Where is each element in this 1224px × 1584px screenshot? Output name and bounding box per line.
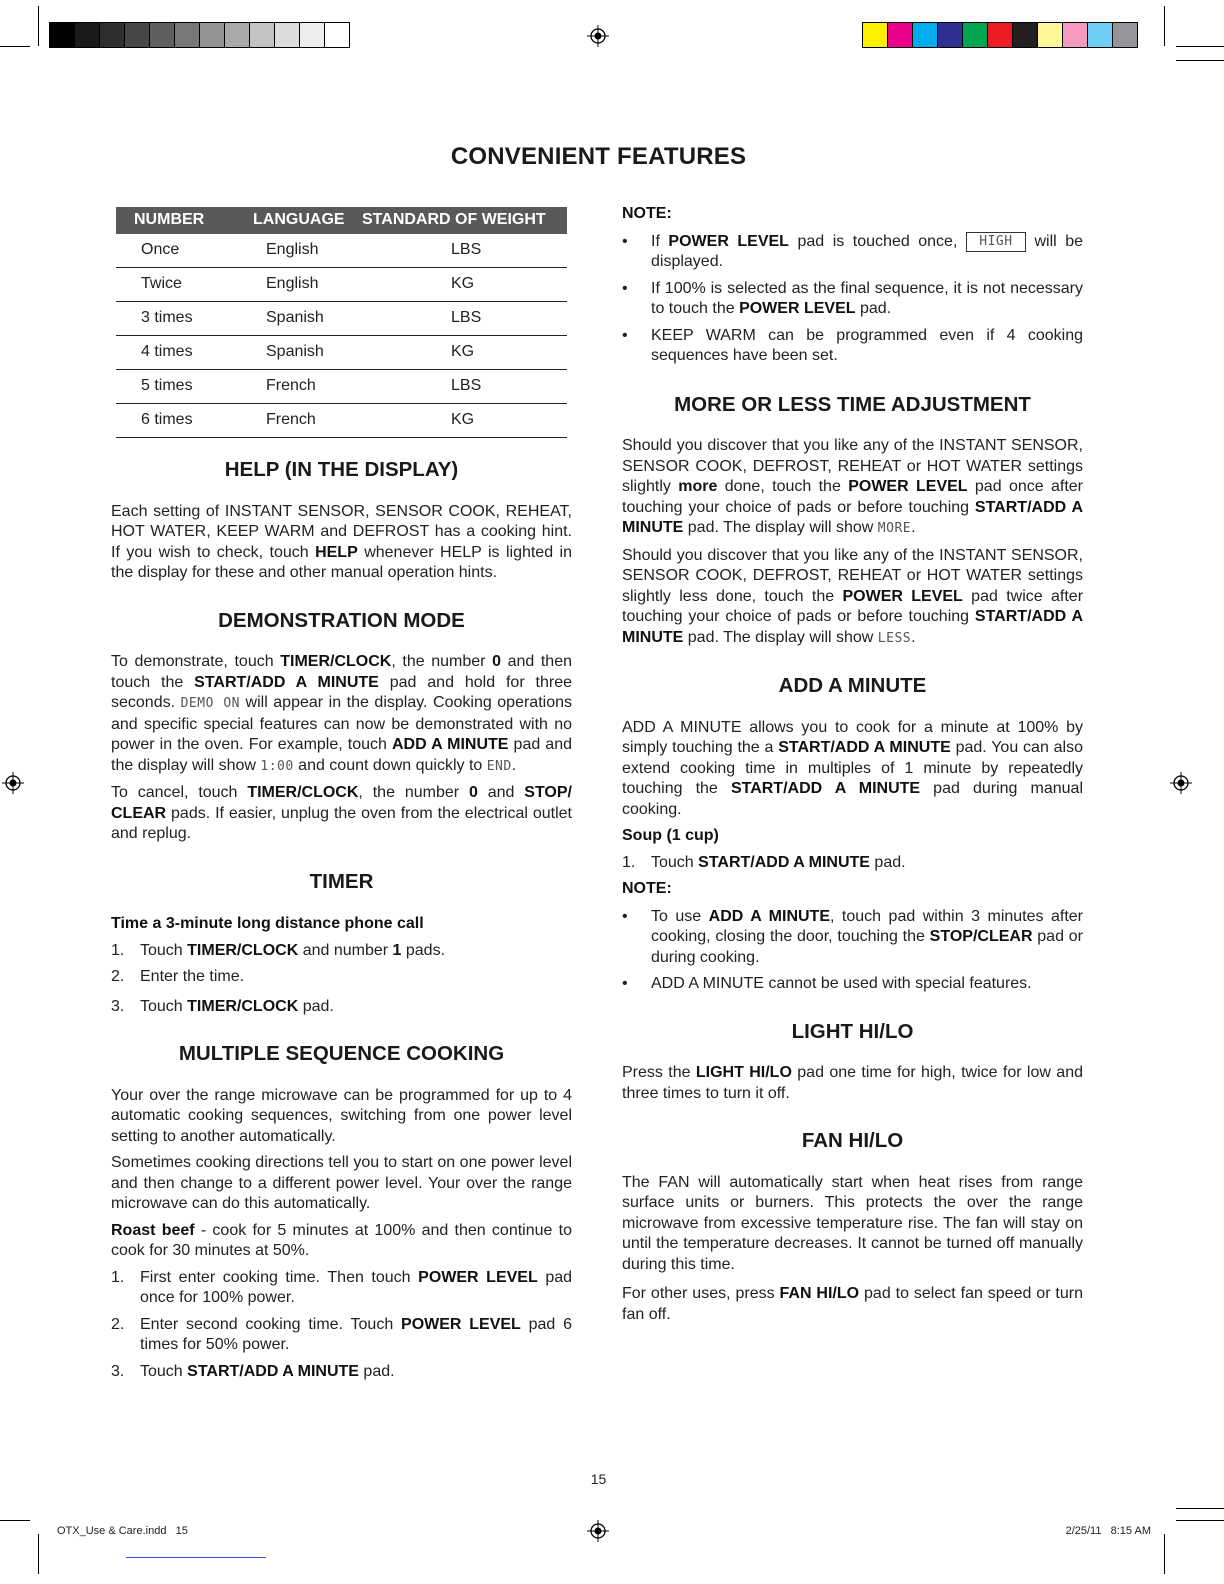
demonstration-cancel-paragraph: To cancel, touch TIMER/CLOCK, the number 0 and STOP/ CLEAR pads. If easier, unplug the oven from the electrical outlet and replug. (111, 784, 572, 842)
soup-subheading: Soup (1 cup) (622, 827, 719, 845)
list-item: 3. Touch TIMER/CLOCK pad. (111, 997, 334, 1015)
table-cell: KG (358, 336, 567, 370)
table-header-weight: STANDARD OF WEIGHT (358, 207, 567, 234)
crop-mark (1164, 6, 1165, 46)
table-cell: 5 times (116, 370, 241, 404)
left-column (111, 207, 572, 1382)
crop-mark (1164, 1534, 1165, 1574)
table-cell: Once (116, 234, 241, 268)
registration-mark-icon (2, 772, 24, 794)
registration-mark-icon (587, 1520, 609, 1542)
light-heading: LIGHT HI/LO (791, 1019, 914, 1043)
table-cell: Spanish (241, 302, 358, 336)
list-item: • ADD A MINUTE cannot be used with special features. (622, 975, 1032, 993)
crop-mark (38, 6, 39, 46)
language-weight-table (116, 207, 567, 438)
table-cell: English (241, 234, 358, 268)
table-cell: English (241, 268, 358, 302)
list-item: 1. First enter cooking time. Then touch POWER LEVEL pad once for 100% power. (111, 1268, 573, 1306)
slug-file-name: OTX_Use & Care.indd 15 (57, 1525, 188, 1537)
add-minute-note-list (622, 907, 1083, 995)
table-row (116, 404, 567, 438)
list-item: 2. Enter second cooking time. Touch POWER LEVEL pad 6 times for 50% power. (111, 1315, 573, 1353)
less-paragraph: Should you discover that you like any of the INSTANT SENSOR, SENSOR COOK, DEFROST, REHEAT or HOT WATER settings slightly less done, touch the POWER LEVEL pad twice after touching your choice of pads or before touching START/ADD A MINUTE pad. The display will show LESS. (622, 546, 1084, 646)
page-number: 15 (590, 1471, 607, 1487)
light-paragraph: Press the LIGHT HI/LO pad one time for high, twice for low and three times to turn it off. (622, 1064, 1083, 1102)
display-readout: DEMO ON (180, 696, 240, 711)
table-cell: Twice (116, 268, 241, 302)
fan-paragraph: The FAN will automatically start when heat rises from range surface units or burners. This protects the over the range microwave from excessive temperature rise. The fan will stay on until the temperature decreases. It cannot be turned off manually during this time. (622, 1173, 1083, 1273)
color-swatch (50, 23, 75, 47)
display-readout: LESS (877, 630, 912, 646)
color-swatch (175, 23, 200, 47)
color-swatch (863, 23, 888, 47)
multiple-sequence-paragraph: Sometimes cooking directions tell you to start on one power level and then change to a different power level. Your over the range microwave can do this automatically. (111, 1154, 572, 1212)
list-item: • KEEP WARM can be programmed even if 4 cooking sequences have been set. (622, 326, 1083, 365)
process-color-bar (862, 22, 1138, 48)
color-swatch (1088, 23, 1113, 47)
multiple-sequence-steps (111, 1268, 572, 1383)
table-header-language: LANGUAGE (241, 207, 358, 234)
slug-timestamp: 2/25/11 8:15 AM (1065, 1525, 1151, 1537)
note-list (622, 232, 1083, 367)
table-cell: 6 times (116, 404, 241, 438)
color-swatch (200, 23, 225, 47)
table-row (116, 302, 567, 336)
list-item: 1. Touch TIMER/CLOCK and number 1 pads. (111, 941, 446, 959)
table-row (116, 234, 567, 268)
color-swatch (913, 23, 938, 47)
multiple-sequence-paragraph: Your over the range microwave can be programmed for up to 4 automatic cooking sequences, switching from one power level setting to another automatically. (111, 1086, 572, 1145)
note-label: NOTE: (622, 880, 672, 898)
note-label: NOTE: (622, 205, 672, 222)
crop-mark (0, 46, 30, 47)
table-cell: Spanish (241, 336, 358, 370)
timer-heading: TIMER (309, 869, 374, 893)
table-cell: KG (358, 268, 567, 302)
help-paragraph: Each setting of INSTANT SENSOR, SENSOR COOK, REHEAT, HOT WATER, KEEP WARM and DEFROST has a cooking hint. If you wish to check, touch HELP whenever HELP is lighted in the display for these and other manual operation hints. (111, 502, 573, 581)
registration-mark-icon (587, 25, 609, 47)
color-swatch (275, 23, 300, 47)
table-header-number: NUMBER (116, 207, 241, 234)
demonstration-paragraph: To demonstrate, touch TIMER/CLOCK, the number 0 and then touch the START/ADD A MINUTE pad and hold for three seconds. DEMO ON will appear in the display. Cooking operations and specific special features can now be demonstrated with no power in the oven. For example, touch ADD A MINUTE pad and the display will show 1:00 and count down quickly to END. (111, 653, 573, 774)
slug-underline (126, 1557, 266, 1558)
crop-mark (0, 1520, 30, 1521)
color-swatch (150, 23, 175, 47)
table-cell: KG (358, 404, 567, 438)
color-swatch (1013, 23, 1038, 47)
color-swatch (938, 23, 963, 47)
color-swatch (1113, 23, 1137, 47)
table-cell: LBS (358, 234, 567, 268)
list-item: • If POWER LEVEL pad is touched once, HIGH will be displayed. (622, 232, 1084, 271)
color-swatch (888, 23, 913, 47)
add-minute-heading: ADD A MINUTE (778, 674, 927, 698)
color-swatch (225, 23, 250, 47)
list-item: • To use ADD A MINUTE, touch pad within 3 minutes after cooking, closing the door, touching the STOP/CLEAR pad or during cooking. (622, 907, 1084, 966)
more-less-heading: MORE OR LESS TIME ADJUSTMENT (674, 392, 1031, 416)
color-swatch (300, 23, 325, 47)
table-row (116, 336, 567, 370)
color-swatch (1038, 23, 1063, 47)
crop-mark (1176, 60, 1224, 61)
fan-other-uses-paragraph: For other uses, press FAN HI/LO pad to select fan speed or turn fan off. (622, 1285, 1084, 1323)
color-swatch (250, 23, 275, 47)
color-swatch (75, 23, 100, 47)
table-row (116, 268, 567, 302)
display-readout: MORE (877, 521, 912, 537)
display-readout: 1:00 (260, 758, 294, 774)
table-cell: LBS (358, 370, 567, 404)
crop-mark (38, 1534, 39, 1574)
fan-heading: FAN HI/LO (801, 1129, 904, 1153)
display-readout: END (486, 758, 512, 774)
add-minute-paragraph: ADD A MINUTE allows you to cook for a minute at 100% by simply touching the a START/ADD A MINUTE pad. You can also extend cooking time in multiples of 1 minute by repeatedly touching the START/ADD A MINUTE pad during manual cooking. (622, 718, 1084, 818)
table-cell: 3 times (116, 302, 241, 336)
color-swatch (988, 23, 1013, 47)
color-swatch (325, 23, 349, 47)
page-title: CONVENIENT FEATURES (450, 143, 747, 170)
more-paragraph: Should you discover that you like any of the INSTANT SENSOR, SENSOR COOK, DEFROST, REHEAT or HOT WATER settings slightly more done, touch the POWER LEVEL pad once after touching your choice of pads or before touching START/ADD A MINUTE pad. The display will show MORE. (622, 437, 1084, 537)
table-row (116, 370, 567, 404)
table-header-row (116, 207, 567, 234)
crop-mark (1176, 1508, 1224, 1509)
grayscale-color-bar (49, 22, 350, 48)
table-cell: French (241, 404, 358, 438)
registration-mark-icon (1170, 772, 1192, 794)
table-cell: French (241, 370, 358, 404)
add-minute-steps (622, 853, 1083, 874)
color-swatch (1063, 23, 1088, 47)
timer-steps (111, 941, 572, 1018)
color-swatch (125, 23, 150, 47)
table-cell: 4 times (116, 336, 241, 370)
help-heading: HELP (IN THE DISPLAY) (224, 458, 459, 481)
list-item: 3. Touch START/ADD A MINUTE pad. (111, 1362, 395, 1380)
color-swatch (100, 23, 125, 47)
crop-mark (1176, 46, 1224, 47)
crop-mark (1176, 1520, 1224, 1521)
timer-subheading: Time a 3-minute long distance phone call (111, 915, 424, 932)
color-swatch (963, 23, 988, 47)
list-item: • If 100% is selected as the final sequence, it is not necessary to touch the POWER LEVEL pad. (622, 279, 1083, 318)
roast-beef-example: Roast beef - cook for 5 minutes at 100% and then continue to cook for 30 minutes at 50%. (111, 1221, 573, 1259)
multiple-sequence-heading: MULTIPLE SEQUENCE COOKING (178, 1042, 505, 1065)
table-cell: LBS (358, 302, 567, 336)
list-item: 1. Touch START/ADD A MINUTE pad. (622, 853, 906, 871)
right-column (622, 204, 1083, 1325)
list-item: 2. Enter the time. (111, 968, 245, 985)
demonstration-heading: DEMONSTRATION MODE (218, 608, 465, 632)
display-readout: HIGH (966, 232, 1026, 252)
